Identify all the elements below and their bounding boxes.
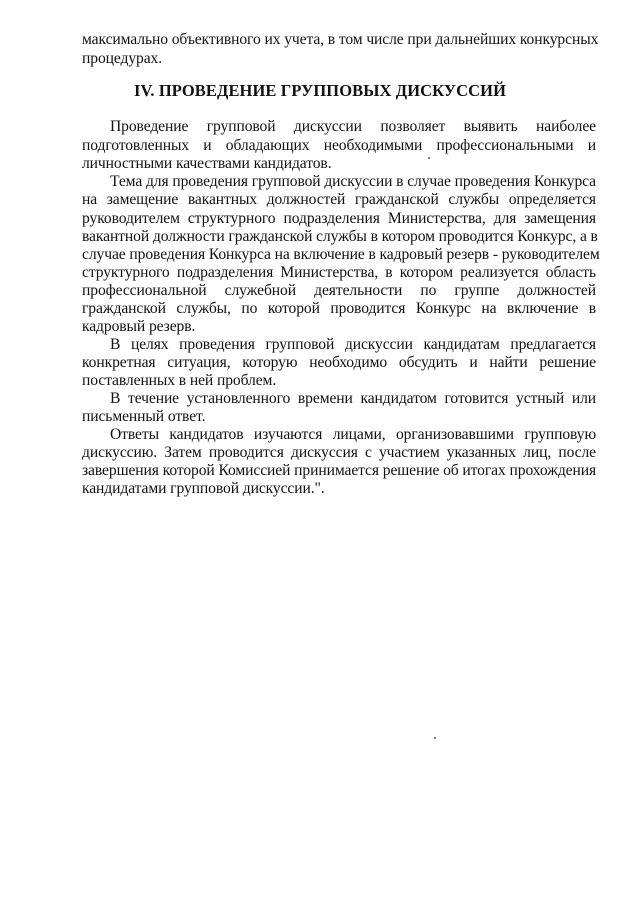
- paragraph-line: завершения которой Комиссией принимается решение об итогах прохождения: [82, 462, 597, 479]
- paragraph-line: личностными качествами кандидатов.: [82, 155, 332, 172]
- paragraph-line: вакантной должности гражданской службы в котором проводится Конкурс, а в: [82, 228, 598, 245]
- paragraph-line: гражданской службы, по которой проводится Конкурс на включение в: [82, 300, 596, 317]
- paragraph-line: Ответы кандидатов изучаются лицами, организовавшими групповую: [110, 426, 596, 443]
- section-heading: IV. ПРОВЕДЕНИЕ ГРУППОВЫХ ДИСКУССИЙ: [133, 81, 507, 100]
- paragraph-line: письменный ответ.: [82, 408, 206, 425]
- paragraph-line: Проведение групповой дискуссии позволяет выявить наиболее: [110, 118, 596, 135]
- paragraph-line: кандидатами групповой дискуссии.".: [82, 480, 325, 497]
- paragraph-line: случае проведения Конкурса на включение в кадровый резерв - руководителем: [82, 246, 600, 263]
- paragraph-line: подготовленных и обладающих необходимыми профессиональными и: [82, 137, 596, 154]
- intro-line: процедурах.: [82, 50, 163, 67]
- paragraph-line: на замещение вакантных должностей гражданской службы определяется: [82, 191, 596, 208]
- paragraph-line: структурного подразделения Министерства, в котором реализуется область: [82, 264, 596, 281]
- paragraph-line: конкретная ситуация, которую необходимо обсудить и найти решение: [82, 354, 596, 371]
- scan-speck: [428, 157, 430, 159]
- paragraph-line: кадровый резерв.: [82, 318, 196, 335]
- paragraph-line: профессиональной служебной деятельности по группе должностей: [82, 282, 596, 299]
- paragraph-line: Тема для проведения групповой дискуссии в случае проведения Конкурса: [110, 173, 596, 190]
- paragraph-line: В течение установленного времени кандидатом готовится устный или: [110, 390, 596, 407]
- paragraph-line: дискуссию. Затем проводится дискуссия с участием указанных лиц, после: [82, 444, 596, 461]
- paragraph-line: поставленных в ней проблем.: [82, 372, 277, 389]
- paragraph-line: В целях проведения групповой дискуссии кандидатам предлагается: [110, 336, 596, 353]
- paragraph-line: руководителем структурного подразделения Министерства, для замещения: [82, 210, 596, 227]
- intro-line: максимально объективного их учета, в том числе при дальнейших конкурсных: [82, 31, 599, 48]
- scan-speck: [434, 737, 436, 739]
